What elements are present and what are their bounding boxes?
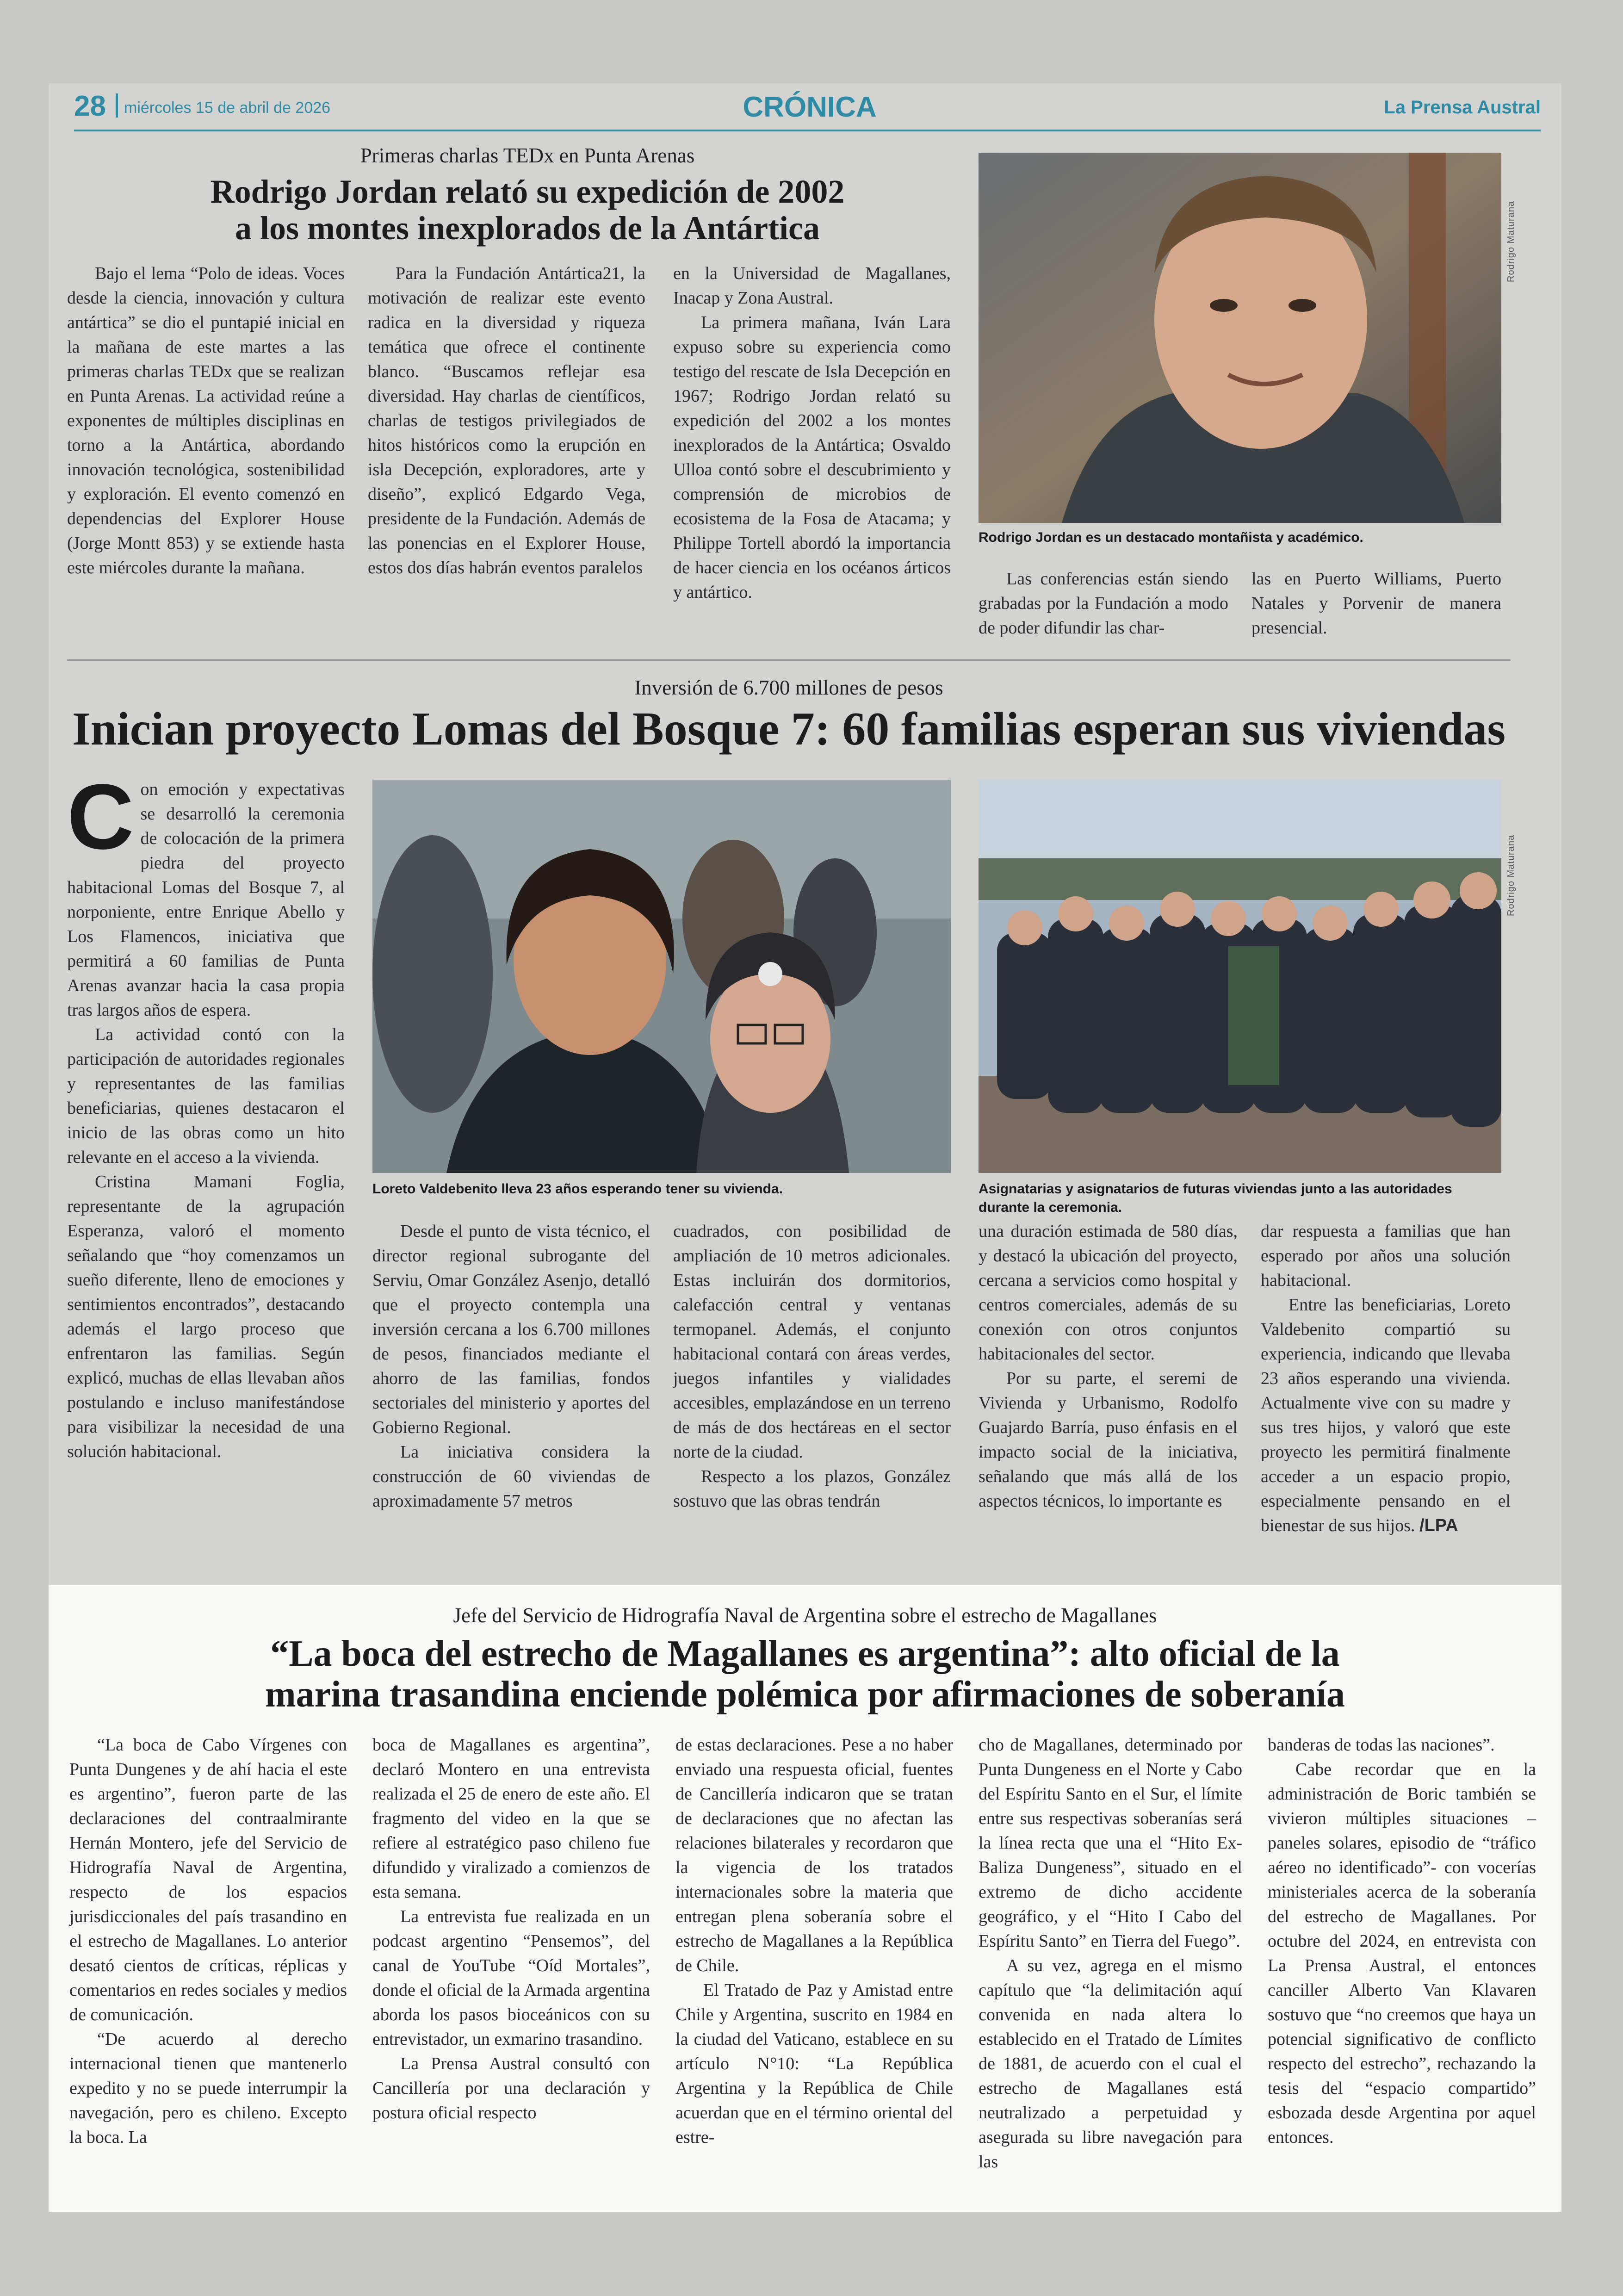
article2-paragraph: Respecto a los plazos, González sostuvo que las obras tendrán	[673, 1467, 951, 1511]
family-photo-image	[372, 780, 951, 1173]
article2-paragraph: Cristina Mamani Foglia, representante de la agrupación Esperanza, valoró el momento señalando que “hoy comenzamos un sueño diferente, lleno de emociones y sentimientos encontrados”, destacando además el largo proceso que enfrentaron las familias. Según explicó, muchas de ellas llevaban años postulando e incluso manifestándose para visibilizar la necesidad de una solución habitacional.	[67, 1172, 345, 1461]
article1-headline-line2: a los montes inexplorados de la Antártica	[235, 210, 820, 247]
article1-paragraph: La primera mañana, Iván Lara expuso sobre su experiencia como testigo del rescate de Isla Decepción en 1967; Rodrigo Jordan relató su expedición del 2002 a los montes inexplorados de la Antártica; Osvaldo Ulloa contó sobre el descubrimiento y comprensión de microbios de ecosistema de la Fosa de Atacama; y Philippe Tortell abordó la importancia de hacer ciencia en los océanos árticos y antártico.	[673, 313, 951, 602]
article2-paragraph: La iniciativa considera la construcción de 60 viviendas de aproximadamente 57 metros	[372, 1442, 650, 1511]
article2-headline: Inician proyecto Lomas del Bosque 7: 60 familias esperan sus viviendas	[72, 703, 1506, 755]
article3-column-4	[979, 1733, 1242, 2174]
crowd-photo-image	[979, 780, 1501, 1173]
article2-column-1	[67, 765, 345, 1464]
article2-column-5	[1261, 1219, 1511, 1538]
article3-paragraph: de estas declaraciones. Pese a no haber enviado una respuesta oficial, fuentes de Cancillería indicaron que se tratan de declaraciones que no afectan las relaciones bilaterales y recordaron que la vigencia de los tratados internacionales sobre la materia que entregan plena soberanía sobre el estrecho de Magallanes a la República de Chile.	[675, 1735, 953, 1975]
article2-photo2-caption: Asignatarias y asignatarios de futuras viviendas junto a las autoridades durante la ceremonia.	[979, 1181, 1452, 1215]
article2-paragraph: una duración estimada de 580 días, y destacó la ubicación del proyecto, cercana a servicios como hospital y centros comerciales, además de su conexión con otros conjuntos habitacionales del sector.	[979, 1222, 1238, 1364]
dropcap: C	[67, 765, 134, 869]
article3-paragraph: boca de Magallanes es argentina”, declaró Montero en una entrevista realizada el 25 de enero de este año. El fragmento del video en la que se refiere al estratégico paso chileno fue difundido y viralizado a comienzos de esta semana.	[372, 1735, 650, 1902]
article3-paragraph: A su vez, agrega en el mismo capítulo que “la delimitación aquí convenida en nada altera lo establecido en el Tratado de Límites de 1881, de acuerdo con el cual el estrecho de Magallanes está neutralizado a perpetuidad y asegurada su libre navegación para las	[979, 1956, 1242, 2172]
page-header	[74, 90, 1541, 131]
article3-paragraph: “De acuerdo al derecho internacional tienen que mantenerlo expedito y no se puede interrumpir la navegación, pero es chileno. Excepto la boca. La	[69, 2029, 347, 2147]
article1-kicker: Primeras charlas TEDx en Punta Arenas	[360, 144, 695, 167]
section-divider	[67, 659, 1511, 661]
loreto-valdebenito-photo	[372, 780, 951, 1173]
article3-column-5	[1268, 1733, 1536, 2150]
photo-credit: Rodrigo Maturana	[1506, 200, 1516, 282]
header-divider	[116, 93, 118, 118]
portrait-image	[979, 153, 1501, 523]
article2-kicker: Inversión de 6.700 millones de pesos	[634, 676, 943, 699]
ceremony-crowd-photo	[979, 780, 1501, 1173]
article2-photo1-caption: Loreto Valdebenito lleva 23 años esperando tener su vivienda.	[372, 1181, 783, 1197]
section-title: CRÓNICA	[743, 91, 877, 123]
article3-headline-line1: “La boca del estrecho de Magallanes es argentina”: alto oficial de la	[270, 1633, 1340, 1674]
article1-column-5	[1251, 567, 1501, 640]
article1-column-2	[368, 261, 645, 580]
article3-column-1	[69, 1733, 347, 2150]
article1-headline	[74, 174, 981, 247]
article2-paragraph	[1261, 1293, 1511, 1538]
article3-box	[49, 1585, 1561, 2212]
article1-column-4	[979, 567, 1228, 640]
article3-paragraph: banderas de todas las naciones”.	[1268, 1735, 1495, 1755]
article3-column-2	[372, 1733, 650, 2125]
article1-paragraph: Bajo el lema “Polo de ideas. Voces desde la ciencia, innovación y cultura antártica” se dio el puntapié inicial en la mañana de este martes a las primeras charlas TEDx que se realizan en Punta Arenas. La actividad reúne a exponentes de múltiples disciplinas en torno a la Antártica, abordando innovación tecnológica, sostenibilidad y exploración. El evento comenzó en dependencias del Explorer House (Jorge Montt 853) y se extiende hasta este miércoles durante la mañana.	[67, 264, 345, 577]
article1-column-3	[673, 261, 951, 605]
newspaper-brand: La Prensa Austral	[1384, 97, 1541, 118]
article2-paragraph: dar respuesta a familias que han esperado por años una solución habitacional.	[1261, 1222, 1511, 1290]
article2-column-3	[673, 1219, 951, 1514]
newspaper-page	[49, 83, 1561, 2212]
article3-paragraph: cho de Magallanes, determinado por Punta Dungeness en el Norte y Cabo del Espíritu Santo en el Sur, el límite entre sus respectivas soberanías será la línea recta que una el “Hito Ex-Baliza Dungeness”, situado en el extremo de dicho accidente geográfico, y el “Hito I Cabo del Espíritu Santo” en Tierra del Fuego”.	[979, 1735, 1242, 1951]
article3-headline	[49, 1633, 1561, 1715]
article2-lead-paragraph	[67, 765, 345, 1023]
page-date: miércoles 15 de abril de 2026	[124, 99, 331, 117]
page-number: 28	[74, 90, 106, 122]
rodrigo-jordan-photo	[979, 153, 1501, 523]
article2-paragraph: Desde el punto de vista técnico, el director regional subrogante del Serviu, Omar González Asenjo, detalló que el proyecto contempla una inversión cercana a los 6.700 millones de pesos, financiados mediante el ahorro de las familias, fondos sectoriales del ministerio y aportes del Gobierno Regional.	[372, 1222, 650, 1437]
article2-column-4	[979, 1219, 1238, 1514]
article1-headline-line1: Rodrigo Jordan relató su expedición de 2002	[210, 173, 845, 210]
article1-paragraph: Las conferencias están siendo grabadas por la Fundación a modo de poder difundir las char-	[979, 569, 1228, 638]
photo-credit: Rodrigo Maturana	[1506, 834, 1516, 916]
article1-paragraph: las en Puerto Williams, Puerto Natales y Porvenir de manera presencial.	[1251, 569, 1501, 638]
article3-headline-line2: marina trasandina enciende polémica por afirmaciones de soberanía	[265, 1674, 1345, 1715]
article2-signature: /LPA	[1419, 1516, 1458, 1535]
article3-kicker: Jefe del Servicio de Hidrografía Naval de Argentina sobre el estrecho de Magallanes	[453, 1604, 1157, 1627]
article2-paragraph: Por su parte, el seremi de Vivienda y Urbanismo, Rodolfo Guajardo Barría, puso énfasis en el impacto social de la iniciativa, señalando que más allá de los aspectos técnicos, lo importante es	[979, 1369, 1238, 1511]
article2-closing-text: Entre las beneficiarias, Loreto Valdebenito compartió su experiencia, indicando que llevaba 23 años esperando una vivienda. Actualmente vive con su madre y sus tres hijos, y valoró que este proyecto les permitirá finalmente acceder a un espacio propio, especialmente pensando en el bienestar de sus hijos.	[1261, 1295, 1511, 1535]
article3-paragraph: La entrevista fue realizada en un podcast argentino “Pensemos”, del canal de YouTube “Oíd Mortales”, donde el oficial de la Armada argentina aborda los pasos bioceánicos con su entrevistador, un exmarino trasandino.	[372, 1907, 650, 2049]
article2-paragraph: La actividad contó con la participación de autoridades regionales y representantes de las familias beneficiarias, quienes destacaron el inicio de las obras como un hito relevante en el acceso a la vivienda.	[67, 1025, 345, 1167]
article1-column-1	[67, 261, 345, 580]
article2-paragraph: cuadrados, con posibilidad de ampliación de 10 metros adicionales. Estas incluirán dos dormitorios, calefacción central y ventanas termopanel. Además, el conjunto habitacional contará con áreas verdes, juegos infantiles y vialidades accesibles, emplazándose en un terreno de más de dos hectáreas en el sector norte de la ciudad.	[673, 1222, 951, 1462]
article2-lead-text: on emoción y expectativas se desarrolló la ceremonia de colocación de la primera piedra del proyecto habitacional Lomas del Bosque 7, al norponiente, entre Enrique Abello y Los Flamencos, iniciativa que permitirá a 60 familias de Punta Arenas avanzar hacia la casa propia tras largos años de espera.	[67, 780, 345, 1020]
article3-paragraph: “La boca de Cabo Vírgenes con Punta Dungenes y de ahí hacia el este es argentino”, fueron parte de las declaraciones del contraalmirante Hernán Montero, jefe del Servicio de Hidrografía Naval de Argentina, respecto de los espacios jurisdiccionales del país trasandino en el estrecho de Magallanes. Lo anterior desató cientos de críticas, réplicas y comentarios en redes sociales y medios de comunicación.	[69, 1735, 347, 2024]
article3-paragraph: El Tratado de Paz y Amistad entre Chile y Argentina, suscrito en 1984 en la ciudad del Vaticano, establece en su artículo N°10: “La República Argentina y la República de Chile acuerdan que en el término oriental del estre-	[675, 1980, 953, 2147]
article2-column-2	[372, 1219, 650, 1514]
article1-paragraph: Para la Fundación Antártica21, la motivación de realizar este evento radica en la diversidad y riqueza temática que ofrece el continente blanco. “Buscamos reflejar esa diversidad. Hay charlas de científicos, charlas de testigos privilegiados de hitos históricos como la erupción en isla Decepción, exploradores, arte y diseño”, explicó Edgardo Vega, presidente de la Fundación. Además de las ponencias en el Explorer House, estos dos días habrán eventos paralelos	[368, 264, 645, 577]
article3-column-3	[675, 1733, 953, 2150]
article3-paragraph: La Prensa Austral consultó con Cancillería por una declaración y postura oficial respecto	[372, 2054, 650, 2122]
article3-paragraph: Cabe recordar que en la administración de Boric también se vivieron múltiples situaciones – paneles solares, episodio de “tráfico aéreo no identificado”- con vocerías ministeriales acerca de la soberanía del estrecho de Magallanes. Por octubre del 2024, en entrevista con La Prensa Austral, el entonces canciller Alberto Van Klavaren sostuvo que “no creemos que haya un potencial significativo de conflicto respecto del estrecho”, rechazando la tesis del “espacio compartido” esbozada desde Argentina por aquel entonces.	[1268, 1760, 1536, 2147]
article1-paragraph: en la Universidad de Magallanes, Inacap y Zona Austral.	[673, 264, 951, 308]
article1-photo-caption: Rodrigo Jordan es un destacado montañista y académico.	[979, 530, 1363, 545]
